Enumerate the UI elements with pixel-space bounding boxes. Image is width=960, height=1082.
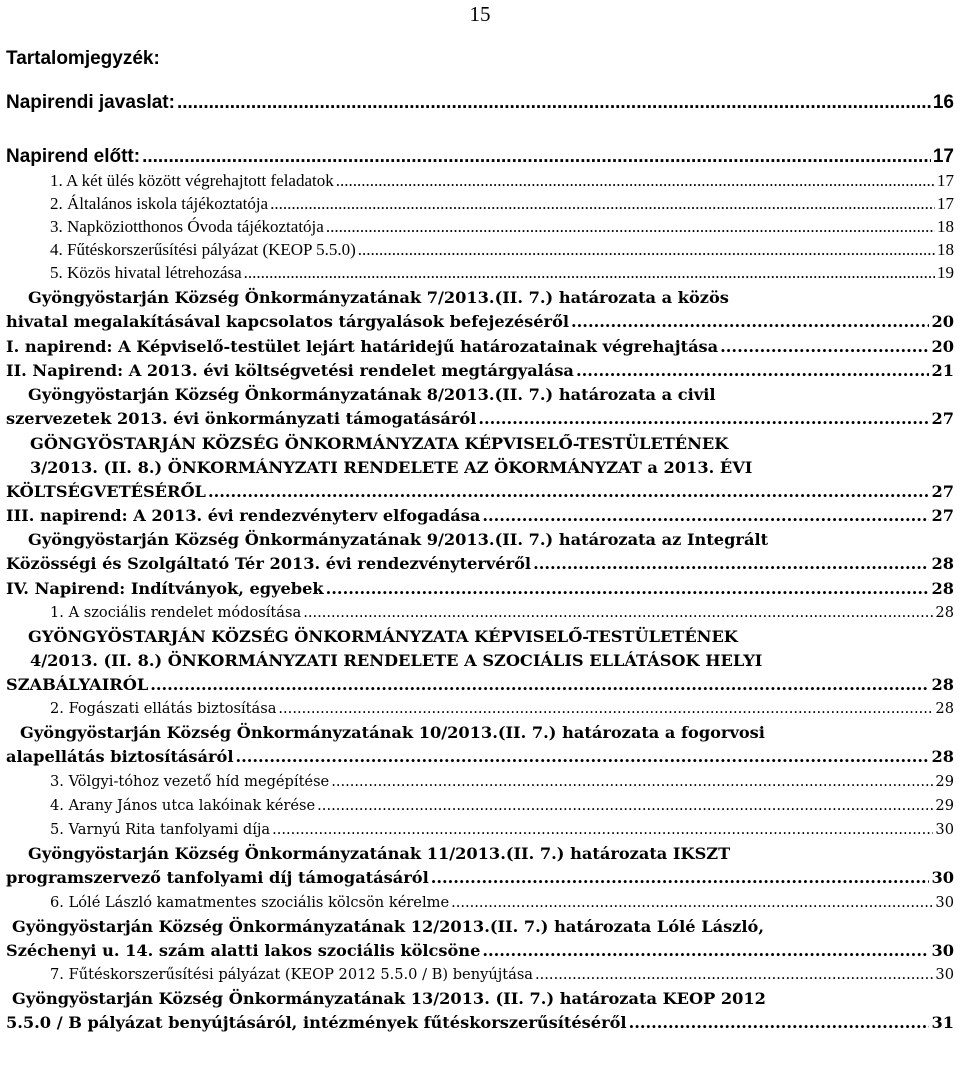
dot-leader xyxy=(535,964,933,986)
toc-entry-page: 20 xyxy=(931,337,954,356)
toc-entry-text: II. Napirend: A 2013. évi költségvetési rendelet megtárgyalása xyxy=(6,361,574,380)
toc-entry-text: 3/2013. (II. 8.) ÖNKORMÁNYZATI RENDELETE AZ ÖKORMÁNYZAT a 2013. ÉVI xyxy=(30,458,753,477)
toc-entry-text: hivatal megalakításával kapcsolatos tárgyalások befejezéséről xyxy=(6,312,570,331)
toc-entry[interactable] xyxy=(6,88,954,114)
dot-leader xyxy=(278,698,933,720)
toc-entry[interactable] xyxy=(6,549,954,575)
dot-leader xyxy=(317,795,933,817)
toc-entry[interactable] xyxy=(50,767,954,793)
toc-entry-text: 4/2013. (II. 8.) ÖNKORMÁNYZATI RENDELETE A SZOCIÁLIS ELLÁTÁSOK HELYI xyxy=(30,651,763,670)
toc-entry-page: 29 xyxy=(935,773,954,790)
toc-entry[interactable] xyxy=(28,525,954,551)
toc-entry-page: 20 xyxy=(931,312,954,331)
toc-entry-text: I. napirend: A Képviselő-testület lejárt határidejű határozatainak végrehajtása xyxy=(6,337,719,356)
toc-entry-text: IV. Napirend: Indítványok, egyebek xyxy=(6,579,324,598)
toc-entry-text: GYÖNGYÖSTARJÁN KÖZSÉG ÖNKORMÁNYZATA KÉPVISELŐ-TESTÜLETÉNEK xyxy=(28,627,738,646)
toc-entry-page: 27 xyxy=(931,409,954,428)
toc-entry-page: 28 xyxy=(935,700,954,717)
toc-entry[interactable] xyxy=(6,477,954,503)
toc-entry-text: alapellátás biztosításáról xyxy=(6,747,234,766)
toc-entry[interactable] xyxy=(6,936,954,962)
toc-entry-page: 30 xyxy=(935,894,954,911)
toc-entry-page: 28 xyxy=(931,554,954,573)
toc-entry-page: 17 xyxy=(937,194,954,213)
toc-entry-page: 29 xyxy=(935,797,954,814)
toc-entry[interactable] xyxy=(6,742,954,768)
toc-entry-page: 27 xyxy=(931,482,954,501)
toc-entry-page: 28 xyxy=(935,604,954,621)
dot-leader xyxy=(629,1012,930,1034)
toc-entry[interactable] xyxy=(50,791,954,817)
toc-entry-text: 3. Napköziotthonos Óvoda tájékoztatója xyxy=(50,217,324,236)
toc-entry-text: Gyöngyöstarján Község Önkormányzatának 13/2013. (II. 7.) határozata KEOP 2012 xyxy=(12,989,766,1008)
dot-leader xyxy=(482,940,929,962)
dot-leader xyxy=(720,336,929,358)
toc-entry-text: Közösségi és Szolgáltató Tér 2013. évi rendezvénytervéről xyxy=(6,554,532,573)
toc-entry[interactable] xyxy=(12,912,954,938)
toc-entry-text: 2. Általános iskola tájékoztatója xyxy=(50,194,269,213)
dot-leader xyxy=(150,674,929,696)
toc-entry[interactable] xyxy=(6,332,954,358)
toc-entry-text: Gyöngyöstarján Község Önkormányzatának 10/2013.(II. 7.) határozata a fogorvosi xyxy=(20,723,765,742)
toc-entry[interactable] xyxy=(6,670,954,696)
dot-leader xyxy=(142,146,931,168)
toc-entry-page: 17 xyxy=(932,146,954,167)
toc-entry-text: 5.5.0 / B pályázat benyújtásáról, intézmények fűtéskorszerűsítéséről xyxy=(6,1013,627,1032)
toc-entry-page: 30 xyxy=(935,966,954,983)
toc-entry-text: 7. Fűtéskorszerűsítési pályázat (KEOP 2012 5.5.0 / B) benyújtása xyxy=(50,966,534,983)
dot-leader xyxy=(533,553,929,575)
toc-entry-page: 27 xyxy=(931,506,954,525)
toc-entry[interactable] xyxy=(50,960,954,986)
toc-entry-text: 4. Fűtéskorszerűsítési pályázat (KEOP 5.5.0) xyxy=(50,240,356,259)
toc-entry[interactable] xyxy=(30,429,954,455)
toc-entry[interactable] xyxy=(6,863,954,889)
toc-entry-text: 2. Fogászati ellátás biztosítása xyxy=(50,700,277,717)
toc-entry-page: 18 xyxy=(937,240,954,259)
dot-leader xyxy=(451,892,933,914)
toc-entry[interactable] xyxy=(6,501,954,527)
toc-entry[interactable] xyxy=(50,815,954,841)
toc-entry-page: 28 xyxy=(931,675,954,694)
toc-entry[interactable] xyxy=(12,984,954,1010)
toc-entry-text: Gyöngyöstarján Község Önkormányzatának 12/2013.(II. 7.) határozata Lólé László, xyxy=(12,917,764,936)
toc-entry-text: 3. Völgyi-tóhoz vezető híd megépítése xyxy=(50,773,330,790)
toc-entry-page: 30 xyxy=(931,941,954,960)
toc-entry[interactable] xyxy=(50,598,954,624)
page-number: 15 xyxy=(469,2,491,26)
toc-entry-text: Napirend előtt: xyxy=(6,146,141,167)
toc-entry-text: 4. Arany János utca lakóinak kérése xyxy=(50,797,316,814)
dot-leader xyxy=(331,771,933,793)
toc-entry-page: 21 xyxy=(931,361,954,380)
toc-entry-text: 6. Lólé László kamatmentes szociális kölcsön kérelme xyxy=(50,894,450,911)
toc-entry[interactable] xyxy=(6,356,954,382)
toc-entry-text: 1. A szociális rendelet módosítása xyxy=(50,604,302,621)
dot-leader xyxy=(272,819,933,841)
toc-entry-text: Gyöngyöstarján Község Önkormányzatának 9/2013.(II. 7.) határozata az Integrált xyxy=(28,530,769,549)
toc-entry-text: 5. Közös hivatal létrehozása xyxy=(50,263,242,282)
dot-leader xyxy=(431,867,930,889)
dot-leader xyxy=(208,481,930,503)
toc-entry[interactable] xyxy=(6,142,954,168)
dot-leader xyxy=(482,505,929,527)
dot-leader xyxy=(571,311,929,333)
toc-entry[interactable] xyxy=(50,888,954,914)
toc-entry-page: 31 xyxy=(931,1013,954,1032)
toc-entry[interactable] xyxy=(6,574,954,600)
toc-entry-text: Széchenyi u. 14. szám alatti lakos szociális kölcsöne xyxy=(6,941,481,960)
toc-entry[interactable] xyxy=(20,718,954,744)
toc-entry-page: 17 xyxy=(937,171,954,190)
toc-entry[interactable] xyxy=(6,307,954,333)
dot-leader xyxy=(236,746,930,768)
toc-entry-text: 1. A két ülés között végrehajtott feladatok xyxy=(50,171,334,190)
toc-entry-text: 5. Varnyú Rita tanfolyami díja xyxy=(50,821,271,838)
toc-entry-page: 30 xyxy=(931,868,954,887)
toc-entry-page: 28 xyxy=(931,747,954,766)
dot-leader xyxy=(244,262,935,284)
toc-entry-page: 18 xyxy=(937,217,954,236)
toc-entry-page: 19 xyxy=(937,263,954,282)
toc-entry[interactable] xyxy=(50,694,954,720)
toc-entry-page: 16 xyxy=(932,92,954,113)
toc-entry[interactable] xyxy=(6,1008,954,1034)
toc-entry[interactable] xyxy=(50,258,954,284)
dot-leader xyxy=(478,408,929,430)
dot-leader xyxy=(177,92,931,114)
toc-entry-text: programszervező tanfolyami díj támogatásáról xyxy=(6,868,429,887)
dot-leader xyxy=(326,578,930,600)
toc-entry-page: 28 xyxy=(931,579,954,598)
toc-entry[interactable] xyxy=(30,646,954,672)
toc-entry-text: GÖNGYÖSTARJÁN KÖZSÉG ÖNKORMÁNYZATA KÉPVISELŐ-TESTÜLETÉNEK xyxy=(30,434,729,453)
toc-entry-text: III. napirend: A 2013. évi rendezvényterv elfogadása xyxy=(6,506,481,525)
toc-entry-text: Gyöngyöstarján Község Önkormányzatának 7/2013.(II. 7.) határozata a közös xyxy=(28,288,729,307)
toc-entry-text: Napirendi javaslat: xyxy=(6,92,175,113)
toc-entry[interactable] xyxy=(6,404,954,430)
toc-entry[interactable] xyxy=(28,622,954,648)
toc-entry-text: Gyöngyöstarján Község Önkormányzatának 8/2013.(II. 7.) határozata a civil xyxy=(28,385,716,404)
toc-entry-text: Gyöngyöstarján Község Önkormányzatának 11/2013.(II. 7.) határozata IKSZT xyxy=(28,844,731,863)
toc-entry-text: SZABÁLYAIRÓL xyxy=(6,675,149,694)
toc-title: Tartalomjegyzék: xyxy=(6,48,160,69)
toc-entry[interactable] xyxy=(28,380,954,406)
toc-entry[interactable] xyxy=(28,283,954,309)
toc-entry[interactable] xyxy=(28,839,954,865)
toc-entry[interactable] xyxy=(30,453,954,479)
toc-entry-text: KÖLTSÉGVETÉSÉRŐL xyxy=(6,482,206,501)
dot-leader xyxy=(303,602,933,624)
toc-entry-text: szervezetek 2013. évi önkormányzati támogatásáról xyxy=(6,409,477,428)
dot-leader xyxy=(576,360,930,382)
toc-entry-page: 30 xyxy=(935,821,954,838)
